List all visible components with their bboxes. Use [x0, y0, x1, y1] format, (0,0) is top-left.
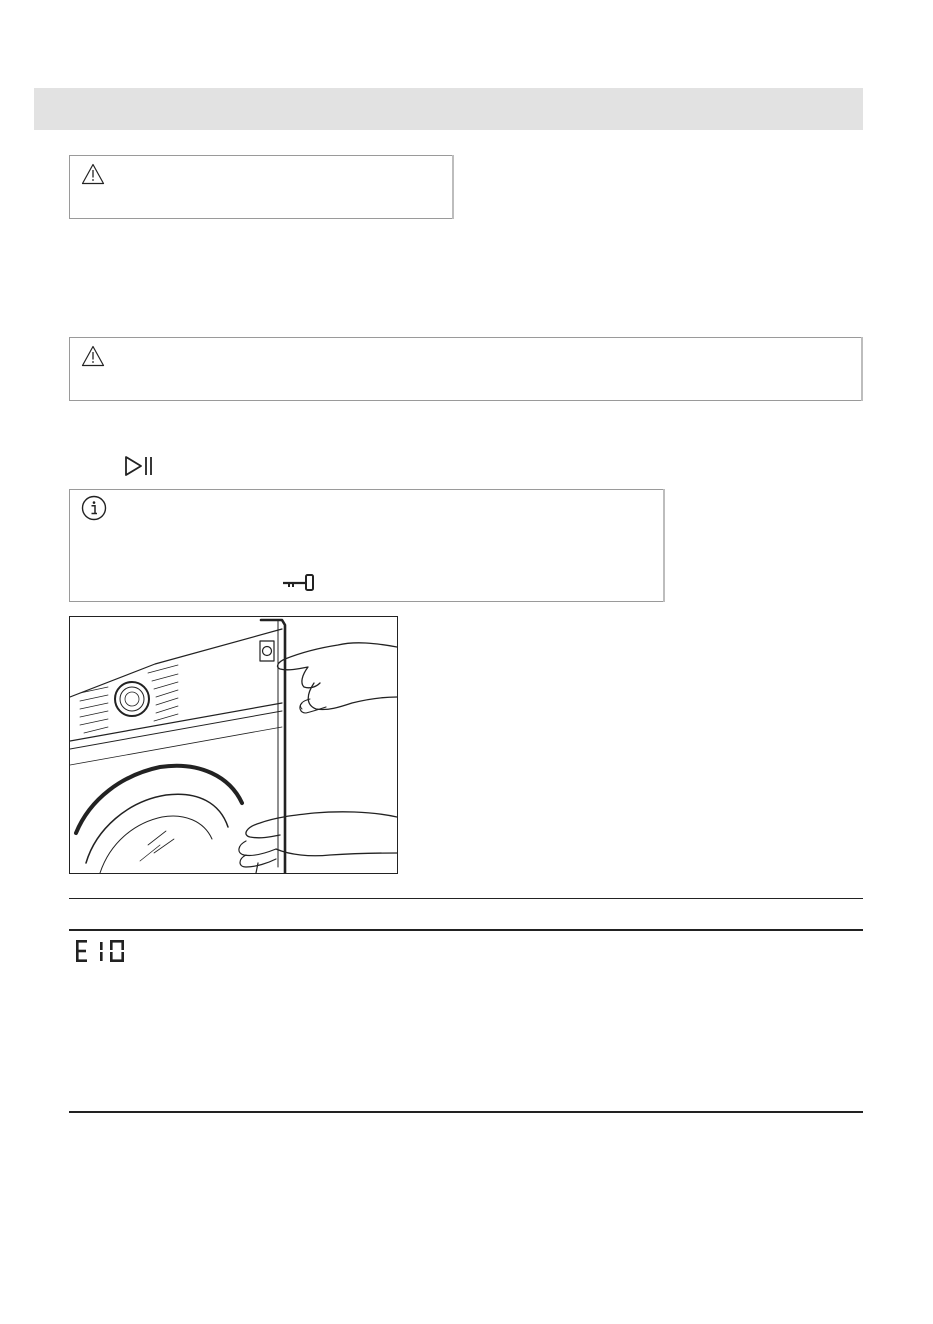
info-box	[69, 489, 665, 602]
table-bottom-rule	[69, 1111, 863, 1113]
appliance-drawing	[70, 617, 397, 873]
table-header-rule	[69, 929, 863, 931]
table-top-rule	[69, 898, 863, 899]
error-code-display	[74, 939, 128, 963]
start-pause-icon	[124, 455, 156, 477]
info-circle-icon	[81, 495, 107, 521]
warning-box-2	[69, 337, 863, 401]
warning-box-1	[69, 155, 454, 219]
warning-triangle-icon	[81, 163, 105, 185]
section-header-bar	[34, 88, 863, 130]
child-lock-key-icon	[282, 572, 316, 592]
door-opening-illustration	[69, 616, 398, 874]
warning-triangle-icon	[81, 345, 105, 367]
